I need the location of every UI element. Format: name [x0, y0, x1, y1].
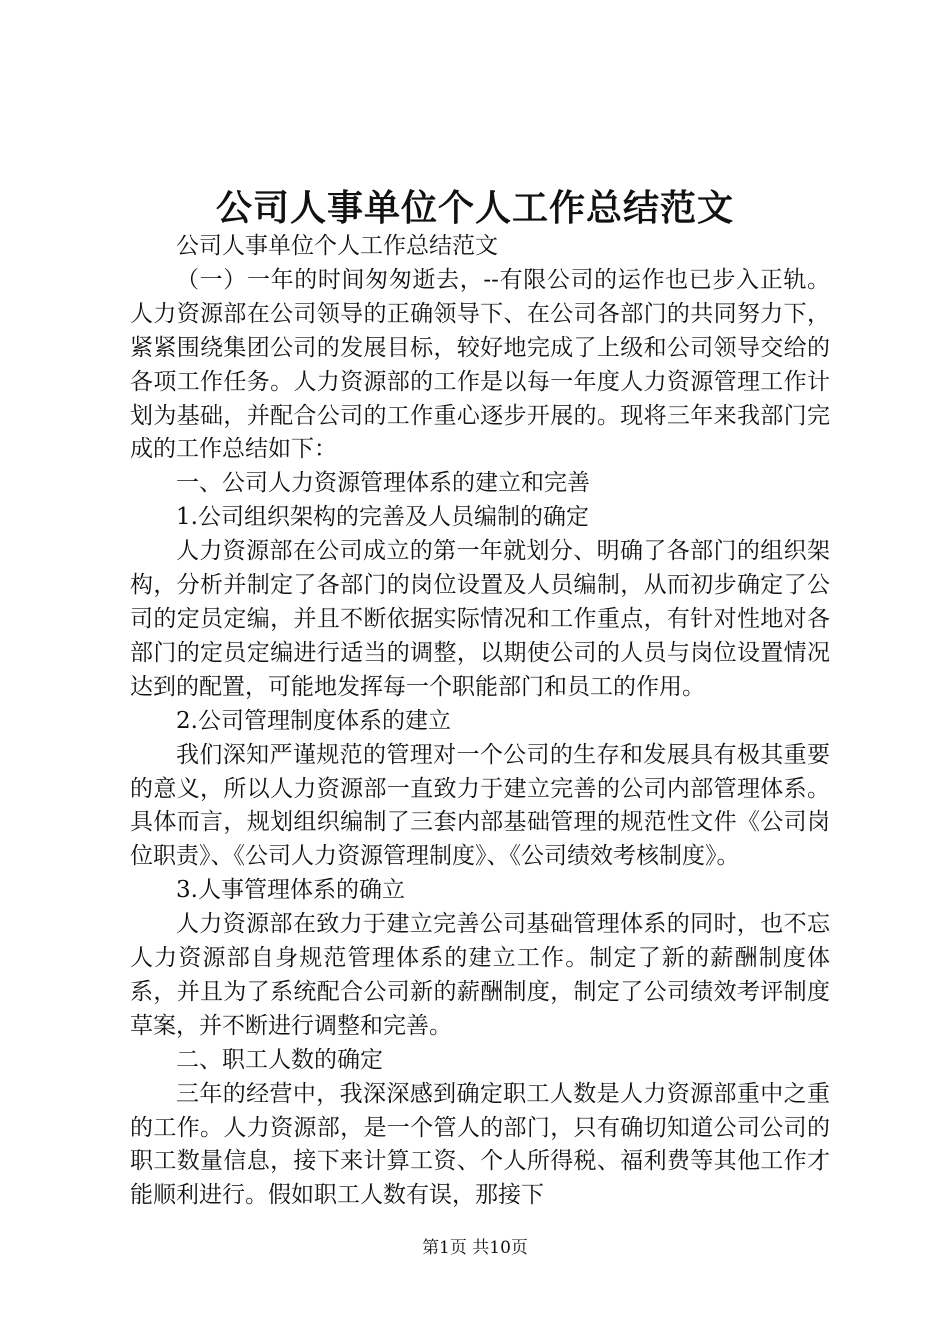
- paragraph: 公司人事单位个人工作总结范文: [176, 233, 498, 259]
- document-title: 公司人事单位个人工作总结范文: [215, 187, 734, 229]
- subsection-heading: 3.人事管理体系的确立: [176, 877, 405, 904]
- paragraph: （一）一年的时间匆匆逝去，--有限公司的运作也已步入正轨。人力资源部在公司领导的正确领导下、在公司各部门的共同努力下，紧紧围绕集团公司的发展目标，较好地完成了上级和公司领导交给的各项工作任务。人力资源部的工作是以每一年度人力资源管理工作计划为基础，并配合公司的工作重心逐步开展的。现将三年来我部门完成的工作总结如下：: [130, 266, 830, 463]
- paragraph: 三年的经营中，我深深感到确定职工人数是人力资源部重中之重的工作。人力资源部，是一个管人的部门，只有确切知道公司公司的职工数量信息，接下来计算工资、个人所得税、福利费等其他工作才能顺利进行。假如职工人数有误，那接下: [130, 1080, 830, 1209]
- subsection-heading: 2.公司管理制度体系的建立: [176, 707, 451, 734]
- subsection-heading: 1.公司组织架构的完善及人员编制的确定: [176, 504, 589, 531]
- paragraph: 人力资源部在公司成立的第一年就划分、明确了各部门的组织架构，分析并制定了各部门的岗位设置及人员编制，从而初步确定了公司的定员定编，并且不断依据实际情况和工作重点，有针对性地对各部门的定员定编进行适当的调整，以期使公司的人员与岗位设置情况达到的配置，可能地发挥每一个职能部门和员工的作用。: [130, 538, 830, 700]
- document-body: [130, 230, 830, 1213]
- section-heading: 一、公司人力资源管理体系的建立和完善: [176, 470, 590, 497]
- section-heading: 二、职工人数的确定: [176, 1046, 383, 1073]
- page-footer: 第1页 共10页: [422, 1238, 528, 1258]
- paragraph: 人力资源部在致力于建立完善公司基础管理体系的同时，也不忘人力资源部自身规范管理体系的建立工作。制定了新的薪酬制度体系，并且为了系统配合公司新的薪酬制度，制定了公司绩效考评制度草案，并不断进行调整和完善。: [130, 911, 830, 1039]
- paragraph: 我们深知严谨规范的管理对一个公司的生存和发展具有极其重要的意义，所以人力资源部一直致力于建立完善的公司内部管理体系。具体而言，规划组织编制了三套内部基础管理的规范性文件《公司岗位职责》、《公司人力资源管理制度》、《公司绩效考核制度》。: [130, 741, 830, 870]
